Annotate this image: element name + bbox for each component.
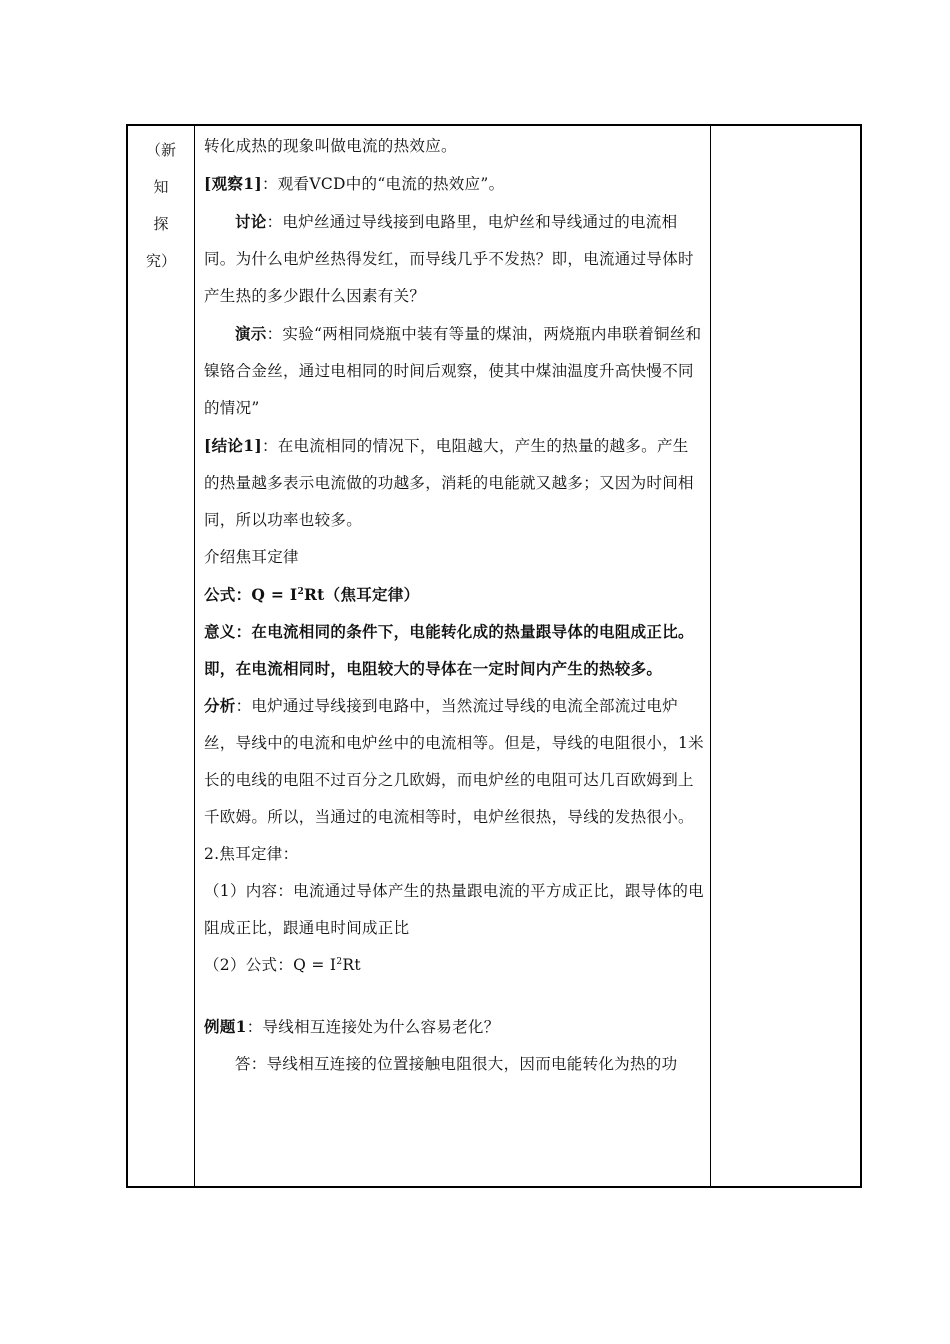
formula-exponent: 2 — [297, 587, 304, 597]
meaning-line: 意义：在电流相同的条件下，电能转化成的热量跟导体的电阻成正比。即，在电流相同时，电阻较大的导体在一定时间内产生的热较多。 — [204, 622, 694, 678]
section-label-char: 知 — [153, 178, 169, 196]
section-label — [128, 132, 194, 280]
demo-label: 演示 — [235, 324, 267, 343]
observation — [204, 165, 704, 203]
lesson-table — [126, 124, 862, 1188]
law-formula — [204, 947, 704, 984]
section-label-char: （新 — [145, 141, 176, 159]
observation-text: ：观看VCD中的“电流的热效应”。 — [261, 175, 505, 193]
demonstration — [204, 315, 704, 427]
analysis-label: 分析 — [204, 696, 236, 715]
example — [204, 1008, 704, 1046]
law-content: （1）内容：电流通过导体产生的热量跟电流的平方成正比，跟导体的电阻成正比，跟通电时间成正比 — [204, 882, 704, 937]
analysis — [204, 687, 704, 836]
lesson-content — [204, 128, 704, 1083]
law-title: 2.焦耳定律： — [204, 845, 299, 863]
example-text: ：导线相互连接处为什么容易老化？ — [246, 1018, 500, 1036]
spacer — [204, 984, 704, 1008]
column-divider — [194, 126, 195, 1186]
intro-line: 介绍焦耳定律 — [204, 548, 299, 566]
discussion — [204, 203, 704, 315]
conclusion — [204, 427, 704, 539]
formula-line — [204, 576, 704, 613]
section-label-char: 究） — [145, 252, 176, 270]
section-label-char: 探 — [153, 215, 169, 233]
law-formula-suffix: Rt — [342, 956, 361, 974]
conclusion-label: [结论1] — [204, 436, 262, 455]
demo-text: ：实验“两相同烧瓶中装有等量的煤油，两烧瓶内串联着铜丝和镍铬合金丝，通过电相同的时间后观察，使其中煤油温度升高快慢不同的情况” — [204, 325, 702, 417]
formula-suffix: Rt（焦耳定律） — [304, 585, 420, 604]
paragraph: 转化成热的现象叫做电流的热效应。 — [204, 137, 457, 155]
discussion-label: 讨论 — [235, 212, 267, 231]
law-formula-exponent: 2 — [336, 957, 343, 967]
conclusion-text: ：在电流相同的情况下，电阻越大，产生的热量的越多。产生的热量越多表示电流做的功越多，消耗的电能就又越多；又因为时间相同，所以功率也较多。 — [204, 437, 694, 529]
answer: 答：导线相互连接的位置接触电阻很大，因而电能转化为热的功 — [235, 1055, 678, 1073]
discussion-text: ：电炉丝通过导线接到电路里，电炉丝和导线通过的电流相同。为什么电炉丝热得发红，而导线几乎不发热？即，电流通过导体时产生热的多少跟什么因素有关？ — [204, 213, 694, 305]
formula-prefix: 公式：Q = I — [204, 585, 298, 604]
column-divider — [710, 126, 711, 1186]
analysis-text: ：电炉通过导线接到电路中，当然流过导线的电流全部流过电炉丝，导线中的电流和电炉丝中的电流相等。但是，导线的电阻很小，1米长的电线的电阻不过百分之几欧姆，而电炉丝的电阻可达几百欧姆到上千欧姆。所以，当通过的电流相等时，电炉丝很热，导线的发热很小。 — [204, 697, 704, 826]
observation-label: [观察1] — [204, 174, 262, 193]
example-label: 例题1 — [204, 1017, 247, 1036]
law-formula-prefix: （2）公式：Q = I — [204, 956, 337, 974]
